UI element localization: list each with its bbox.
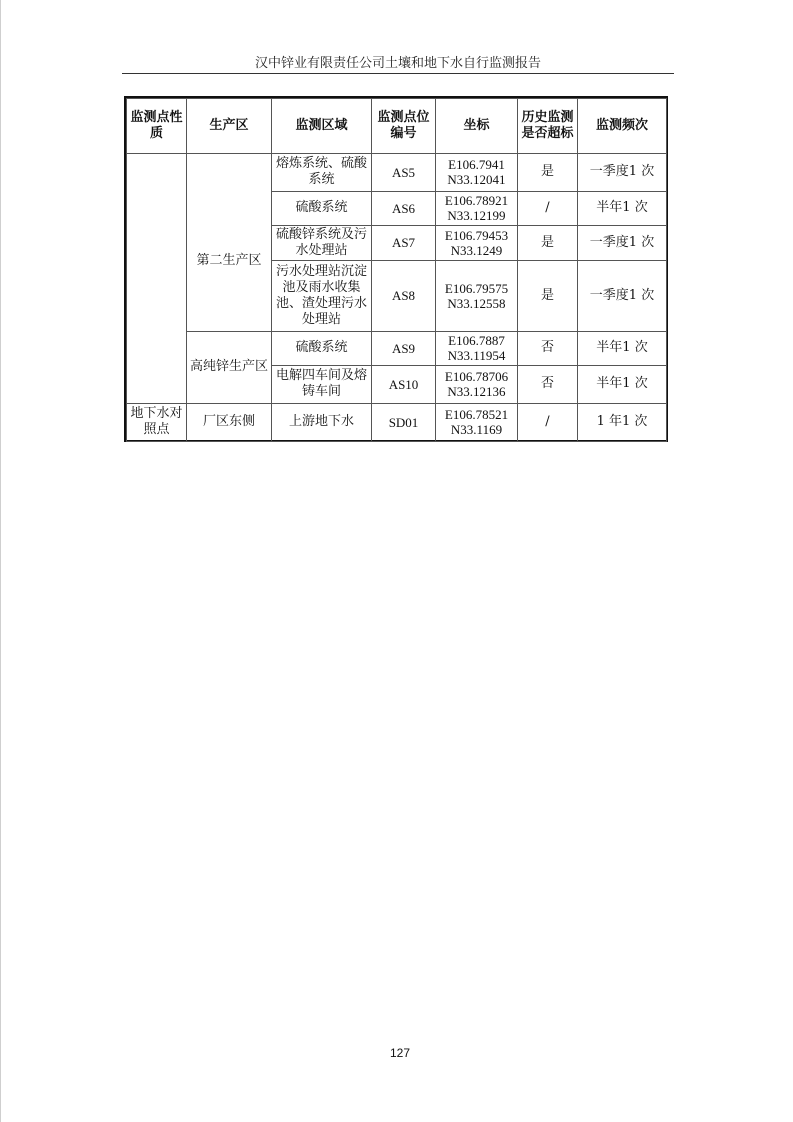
coordinate-east: E106.7941 bbox=[448, 157, 505, 173]
header-exceeded: 历史监测是否超标 bbox=[518, 99, 578, 154]
area-cell: 硫酸系统 bbox=[272, 331, 372, 365]
coordinate-cell bbox=[436, 331, 518, 365]
page-edge bbox=[0, 0, 1, 1122]
header-nature: 监测点性质 bbox=[127, 99, 187, 154]
frequency-cell: 半年1 次 bbox=[578, 365, 667, 403]
code-cell: AS9 bbox=[372, 331, 436, 365]
area-cell: 上游地下水 bbox=[272, 403, 372, 441]
code-cell: AS7 bbox=[372, 225, 436, 260]
area-cell: 熔炼系统、硫酸系统 bbox=[272, 154, 372, 192]
header-frequency: 监测频次 bbox=[578, 99, 667, 154]
header-rule bbox=[122, 73, 674, 74]
code-cell: AS5 bbox=[372, 154, 436, 192]
area-cell: 硫酸系统 bbox=[272, 191, 372, 225]
coordinate-cell bbox=[436, 260, 518, 331]
zone-cell: 高纯锌生产区 bbox=[187, 331, 272, 403]
exceeded-cell: 否 bbox=[518, 365, 578, 403]
coordinate-north: N33.12199 bbox=[447, 208, 506, 223]
monitoring-table bbox=[126, 98, 667, 442]
coordinate-north: N33.11954 bbox=[447, 348, 506, 363]
coordinate-cell bbox=[436, 154, 518, 192]
code-cell: AS10 bbox=[372, 365, 436, 403]
code-cell: AS6 bbox=[372, 191, 436, 225]
frequency-cell: 半年1 次 bbox=[578, 191, 667, 225]
header-code: 监测点位编号 bbox=[372, 99, 436, 154]
area-cell: 电解四车间及熔铸车间 bbox=[272, 365, 372, 403]
zone-cell: 第二生产区 bbox=[187, 191, 272, 331]
header-coordinates: 坐标 bbox=[436, 99, 518, 154]
frequency-cell: 一季度1 次 bbox=[578, 154, 667, 192]
table-row bbox=[127, 331, 667, 365]
page-number: 127 bbox=[389, 1046, 411, 1060]
coordinate-north: N33.12558 bbox=[447, 295, 506, 311]
coordinate-cell bbox=[436, 365, 518, 403]
code-cell: SD01 bbox=[372, 403, 436, 441]
nature-cell: 地下水对照点 bbox=[127, 403, 187, 441]
exceeded-cell: 否 bbox=[518, 331, 578, 365]
coordinate-east: E106.78521 bbox=[444, 407, 509, 422]
zone-cell: 厂区东侧 bbox=[187, 403, 272, 441]
header-area: 监测区域 bbox=[272, 99, 372, 154]
header-zone: 生产区 bbox=[187, 99, 272, 154]
coordinate-east: E106.79575 bbox=[444, 280, 509, 296]
coordinate-cell bbox=[436, 225, 518, 260]
frequency-cell: 半年1 次 bbox=[578, 331, 667, 365]
exceeded-cell: / bbox=[518, 191, 578, 225]
exceeded-cell: 是 bbox=[518, 225, 578, 260]
page-header-title: 汉中锌业有限责任公司土壤和地下水自行监测报告 bbox=[254, 56, 541, 71]
monitoring-table-frame bbox=[124, 96, 668, 442]
area-cell: 污水处理站沉淀池及雨水收集池、渣处理污水处理站 bbox=[272, 260, 372, 331]
exceeded-cell: 是 bbox=[518, 154, 578, 192]
table-row bbox=[127, 154, 667, 192]
nature-cell-blank bbox=[127, 154, 187, 404]
coordinate-east: E106.79453 bbox=[444, 227, 509, 243]
coordinate-cell bbox=[436, 191, 518, 225]
coordinate-east: E106.78706 bbox=[444, 369, 509, 384]
table-row bbox=[127, 191, 667, 225]
coordinate-east: E106.78921 bbox=[444, 193, 509, 208]
coordinate-north: N33.12041 bbox=[447, 172, 506, 188]
area-cell: 硫酸锌系统及污水处理站 bbox=[272, 225, 372, 260]
zone-cell-blank bbox=[187, 154, 272, 192]
exceeded-cell: / bbox=[518, 403, 578, 441]
coordinate-east: E106.7887 bbox=[448, 333, 505, 348]
code-cell: AS8 bbox=[372, 260, 436, 331]
table-row bbox=[127, 403, 667, 441]
exceeded-cell: 是 bbox=[518, 260, 578, 331]
table-header-row bbox=[127, 99, 667, 154]
coordinate-cell bbox=[436, 403, 518, 441]
coordinate-north: N33.1169 bbox=[450, 422, 503, 437]
coordinate-north: N33.1249 bbox=[450, 242, 503, 258]
coordinate-north: N33.12136 bbox=[447, 384, 506, 399]
frequency-cell: 1 年1 次 bbox=[578, 403, 667, 441]
frequency-cell: 一季度1 次 bbox=[578, 260, 667, 331]
frequency-cell: 一季度1 次 bbox=[578, 225, 667, 260]
